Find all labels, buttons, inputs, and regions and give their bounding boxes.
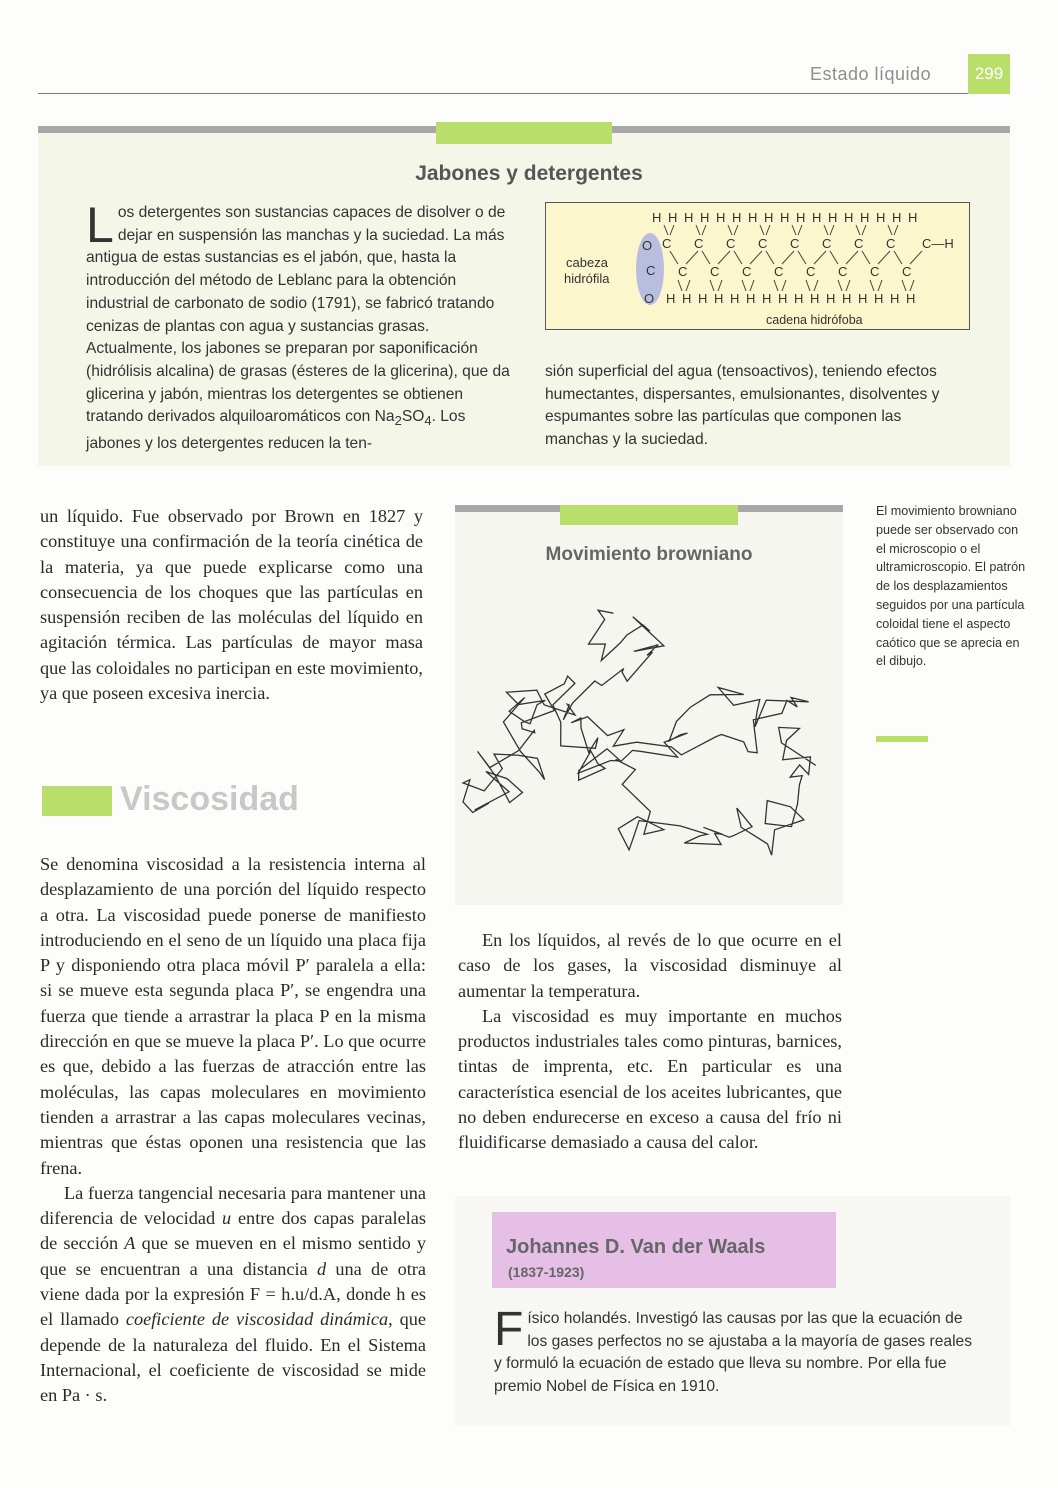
page-number: 299 [968, 54, 1010, 94]
bond [766, 225, 770, 235]
head-atom-c: C [646, 263, 656, 278]
carbon-atom: C [838, 264, 848, 279]
surfactant-molecule-diagram [545, 202, 970, 330]
bond [830, 225, 834, 235]
soaps-box-title: Jabones y detergentes [415, 162, 643, 185]
soaps-text-body: os detergentes son sustancias capaces de disolver o de dejar en suspensión las manchas y la suciedad. La más antigua de estas sustancias es el jabón, que, hasta la introducción del método de Leblanc para la obtención industrial de carbonato de sodio (1791), se fabricó tratando cenizas de plantas con agua y sustancias grasas. Actualmente, los jabones se preparan por saponificación (hidrólisis alcalina) de grasas (ésteres de la glicerina), que da glicerina y jabón, mientras los detergentes se obtienen tratando derivados alquiloaromáticos con [86, 204, 510, 426]
soaps-box-text-left [86, 197, 518, 456]
soaps-box-tab [436, 122, 612, 144]
bond [814, 280, 818, 291]
viscosity-text [40, 852, 426, 1409]
header-rule [38, 93, 968, 94]
bond [750, 251, 762, 264]
bond [910, 280, 914, 291]
viscosity-paragraph-3: En los líquidos, al revés de lo que ocurre en el caso de los gases, la viscosidad disminuye al aumentar la temperatura. [458, 930, 842, 1001]
brownian-path-drawing [455, 580, 843, 880]
bond [798, 251, 806, 264]
bond [856, 225, 860, 235]
carbon-atom: C [886, 236, 896, 251]
carbon-atom: C [902, 264, 912, 279]
carbon-atom: C [854, 236, 864, 251]
head-label-2: hidrófila [564, 271, 610, 286]
bond [846, 251, 858, 264]
biography-text: Físico holandés. Investigó las causas por las que la ecuación de los gases perfectos no se ajustaba a la mayoría de gases reales y formuló la ecuación de estado que lleva su nombre. Por ella fue premio Nobel de Física en 1910. [494, 1303, 973, 1396]
biography-name: Johannes D. Van der Waals [506, 1236, 766, 1258]
viscosity-text-col2 [458, 928, 842, 1156]
bond [792, 225, 796, 235]
bond [782, 251, 794, 264]
carbon-atom: C [758, 236, 768, 251]
bond [702, 251, 710, 264]
bond [696, 225, 700, 235]
brownian-box-title: Movimiento browniano [545, 544, 753, 565]
tail-label: cadena hidrófoba [766, 313, 863, 327]
bond [878, 251, 890, 264]
carbon-atom: C [710, 264, 720, 279]
brownian-intro-paragraph: un líquido. Fue observado por Brown en 1827 y constituye una confirmación de la teoría cinética de la materia, ya que puede explicarse como una consecuencia de los choques que las partículas en suspensión reciben de las moléculas del líquido en agitación térmica. Las partículas de mayor masa que las coloidales no participan en este movimiento, ya que poseen excesiva inercia. [40, 506, 423, 704]
bond [870, 280, 874, 291]
chemical-formula: $Na_2SO_4$ [374, 408, 432, 429]
bond [894, 225, 898, 235]
bond [824, 225, 828, 235]
bond [686, 280, 690, 291]
bond [806, 280, 810, 291]
brownian-caption: El movimiento browniano puede ser observado con el microscopio o el ultramicroscopio. El patrón de los desplazamientos seguidos por una partícula coloidal tiene el aspecto caótico que se aprecia en el dibujo. [876, 504, 1026, 669]
top-hydrogens: H H H H H H H H H H H H H H H H H [652, 210, 919, 225]
bond [910, 251, 922, 264]
bond [664, 225, 668, 235]
drop-cap: L [86, 197, 114, 253]
bond [718, 251, 730, 264]
bond [814, 251, 826, 264]
section-heading-bar [42, 786, 112, 816]
bond [878, 280, 882, 291]
bond [718, 280, 722, 291]
carbon-atom: C [726, 236, 736, 251]
bond [798, 225, 802, 235]
soaps-text-end: . Los jabones y los detergentes reducen la ten- [86, 408, 466, 453]
bottom-hydrogens: H H H H H H H H H H H H H H H H [666, 291, 917, 306]
brownian-box-tab [560, 505, 738, 525]
bond [670, 225, 674, 235]
end-group: C—H [922, 236, 954, 251]
bond [862, 225, 866, 235]
bond [734, 251, 742, 264]
carbon-atom: C [774, 264, 784, 279]
bond [782, 280, 786, 291]
bond [760, 225, 764, 235]
carbon-atom: C [662, 236, 672, 251]
drop-cap: F [494, 1303, 524, 1356]
head-atom-o2: O [644, 291, 655, 306]
biography-years: (1837-1923) [508, 1264, 585, 1280]
carbon-atom: C [678, 264, 688, 279]
bond [830, 251, 838, 264]
carbon-chain [662, 236, 911, 279]
bond [888, 225, 892, 235]
section-heading-viscosity: Viscosidad [120, 780, 299, 818]
chain-bonds [664, 225, 922, 291]
bond [678, 280, 682, 291]
bond [702, 225, 706, 235]
bond [766, 251, 774, 264]
bond [846, 280, 850, 291]
bond [670, 251, 678, 264]
carbon-atom: C [806, 264, 816, 279]
head-label-1: cabeza [566, 255, 608, 270]
soaps-box-text-right: sión superficial del agua (tensoactivos), teniendo efectos humectantes, dispersantes, emulsionantes, disolventes y espumantes sobre las partículas que componen las manchas y la suciedad. [545, 363, 940, 449]
viscosity-paragraph-2: La fuerza tangencial necesaria para mantener una diferencia de velocidad u entre dos capas paralelas de sección A que se mueven en el mismo sentido y que se encuentran a una distancia d una de otra viene dada por la expresión F = h.u/d.A, donde h es el llamado coeficiente de viscosidad dinámica, que depende de la naturaleza del fluido. En el Sistema Internacional, el coeficiente de viscosidad se mide en Pa · s. [40, 1182, 426, 1406]
caption-accent-bar [876, 736, 928, 742]
bond [728, 225, 732, 235]
carbon-atom: C [694, 236, 704, 251]
carbon-atom: C [790, 236, 800, 251]
head-atom-o1: O [642, 238, 653, 253]
carbon-atom: C [742, 264, 752, 279]
viscosity-paragraph-4: La viscosidad es muy importante en muchos productos industriales tales como pinturas, barnices, tintas de imprenta, etc. En particular es una característica esencial de los aceites lubricantes, que no deben endurecerse en exceso a causa del frío ni fluidificarse demasiado a causa del calor. [458, 1005, 842, 1153]
carbon-atom: C [870, 264, 880, 279]
bond [838, 280, 842, 291]
bond [742, 280, 746, 291]
bond [894, 251, 902, 264]
bond [686, 251, 698, 264]
bond [862, 251, 870, 264]
bond [902, 280, 906, 291]
bond [734, 225, 738, 235]
bond [710, 280, 714, 291]
running-header-title: Estado líquido [810, 64, 932, 84]
bond [774, 280, 778, 291]
viscosity-paragraph-1: Se denomina viscosidad a la resistencia interna al desplazamiento de una porción del líquido respecto a otra. La viscosidad puede ponerse de manifiesto introduciendo en el seno de un líquido una placa fija P y disponiendo otra placa móvil P′ paralela a ella: si se mueve esta segunda placa P′, se engendra una fuerza que tiende a arrastrar la placa P en la misma dirección en que se mueve la placa P′. Lo que ocurre es que, debido a las fuerzas de atracción entre las moléculas, las capas moleculares en movimiento tienden a arrastrar a las capas moleculares vecinas, mientras que éstas oponen una resistencia que las frena. [40, 854, 426, 1178]
carbon-atom: C [822, 236, 832, 251]
bond [750, 280, 754, 291]
